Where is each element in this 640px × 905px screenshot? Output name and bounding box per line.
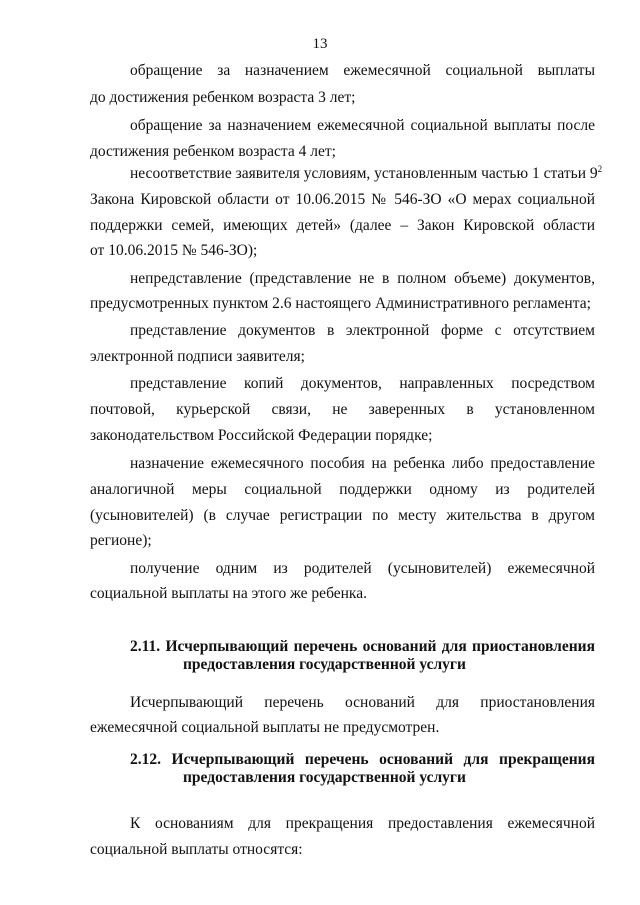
section-heading: 2.12. Исчерпывающий перечень оснований для прекращения bbox=[130, 751, 595, 768]
paragraph-line: социальной выплаты относятся: bbox=[90, 841, 303, 858]
paragraph-line: поддержки семей, имеющих детей» (далее – Закон Кировской области bbox=[90, 217, 595, 234]
paragraph-line: несоответствие заявителя условиям, установленным частью 1 статьи $9^2$ bbox=[130, 164, 603, 182]
paragraph-line: электронной подписи заявителя; bbox=[90, 348, 305, 365]
paragraph-line: законодательством Российской Федерации порядке; bbox=[90, 427, 433, 444]
paragraph-line: до достижения ребенком возраста 3 лет; bbox=[90, 89, 356, 106]
paragraph-line: обращение за назначением ежемесячной социальной выплаты bbox=[130, 62, 595, 79]
paragraph-line: предусмотренных пунктом 2.6 настоящего Административного регламента; bbox=[90, 295, 591, 312]
paragraph-line: непредставление (представление не в полном объеме) документов, bbox=[130, 270, 595, 287]
section-heading: 2.11. Исчерпывающий перечень оснований для приостановления bbox=[130, 638, 595, 655]
paragraph-line: (усыновителей) (в случае регистрации по месту жительства в другом bbox=[90, 507, 595, 524]
paragraph-line: назначение ежемесячного пособия на ребенка либо предоставление bbox=[130, 455, 595, 472]
paragraph-line: аналогичной меры социальной поддержки одному из родителей bbox=[90, 481, 595, 498]
paragraph-line: Закона Кировской области от 10.06.2015 № 546-ЗО «О мерах социальной bbox=[90, 191, 595, 208]
section-heading-continued: предоставления государственной услуги bbox=[183, 656, 466, 673]
paragraph-line: социальной выплаты на этого же ребенка. bbox=[90, 585, 367, 602]
page-number: 13 bbox=[312, 36, 328, 52]
paragraph-line: Исчерпывающий перечень оснований для приостановления bbox=[130, 694, 595, 711]
paragraph-line: обращение за назначением ежемесячной социальной выплаты после bbox=[130, 117, 595, 134]
paragraph-line: получение одним из родителей (усыновителей) ежемесячной bbox=[130, 560, 595, 577]
paragraph-line: от 10.06.2015 № 546-ЗО); bbox=[90, 242, 258, 259]
paragraph-line: регионе); bbox=[90, 532, 152, 549]
section-heading-continued: предоставления государственной услуги bbox=[183, 769, 466, 786]
superscript: 2 bbox=[597, 164, 603, 174]
paragraph-line: достижения ребенком возраста 4 лет; bbox=[90, 143, 336, 160]
paragraph-line: представление копий документов, направленных посредством bbox=[130, 375, 595, 392]
paragraph-line: К основаниям для прекращения предоставления ежемесячной bbox=[130, 815, 595, 832]
paragraph-line: почтовой, курьерской связи, не заверенных в установленном bbox=[90, 401, 595, 418]
paragraph-line: ежемесячной социальной выплаты не предусмотрен. bbox=[90, 719, 440, 736]
paragraph-line: представление документов в электронной форме с отсутствием bbox=[130, 322, 595, 339]
